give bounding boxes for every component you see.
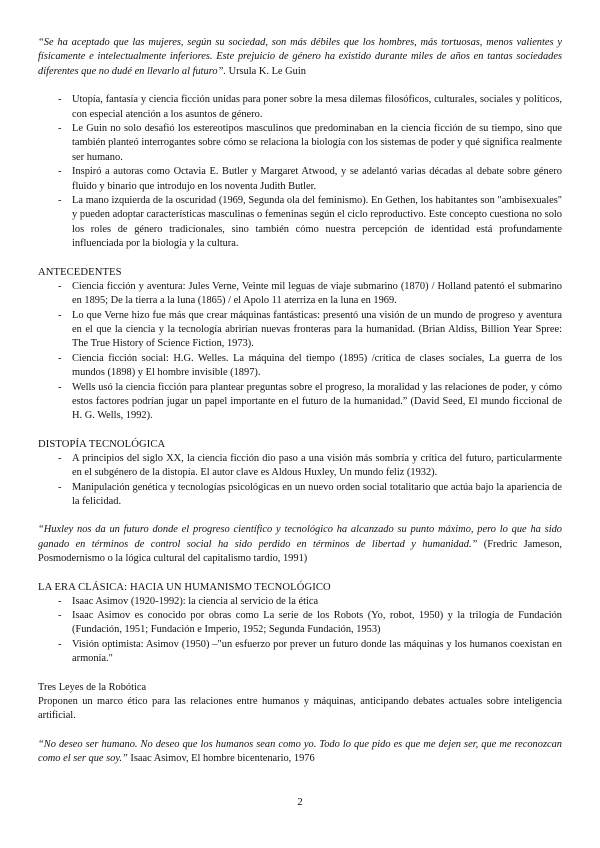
section-heading-distopia: DISTOPÍA TECNOLÓGICA xyxy=(38,438,166,450)
list-item: - Lo que Verne hizo fue más que crear máquinas fantásticas: presentó una visión de un mundo de progreso y aventura en el que la ciencia y la tecnología abrirían nuevas fronteras para la humanidad. (Brian Aldiss, Billion Year Spree: The True History of Science Fiction, 1973). xyxy=(38,309,562,352)
list-item: - Visión optimista: Asimov (1950) –"un esfuerzo por prever un futuro donde las máquinas y los humanos coexistan en armonía." xyxy=(38,638,562,667)
antecedentes-list xyxy=(38,280,562,424)
tres-leyes-title: Tres Leyes de la Robótica xyxy=(38,681,147,693)
list-item: - Wells usó la ciencia ficción para plantear preguntas sobre el progreso, la moralidad y las relaciones de poder, y cómo estos factores podrían jugar un papel importante en el futuro de la humanidad.” (David Seed, El mundo ficcional de H. G. Wells, 1992). xyxy=(38,381,562,424)
quote-attribution: Ursula K. Le Guin xyxy=(225,65,306,77)
list-item: - Manipulación genética y tecnologías psicológicas en un nuevo orden social totalitario que actúa bajo la apariencia de la felicidad. xyxy=(38,481,562,510)
quote-text: “Huxley nos da un futuro donde el progreso científico y tecnológico ha alcanzado su punto máximo, pero lo que ha sido ganado en términos de control social ha sido perdido en términos de libertad y humanidad.” xyxy=(38,524,562,550)
list-item: - A principios del siglo XX, la ciencia ficción dio paso a una visión más sombría y crítica del futuro, particularmente en el subgénero de la distopía. El autor clave es Aldous Huxley, Un mundo feliz (1932). xyxy=(38,452,562,481)
quote-attribution: Isaac Asimov, El hombre bicentenario, 1976 xyxy=(127,753,315,765)
list-item: - Ciencia ficción social: H.G. Welles. La máquina del tiempo (1895) /crítica de clases sociales, La guerra de los mundos (1898) y El hombre invisible (1897). xyxy=(38,352,562,381)
section-heading-antecedentes: ANTECEDENTES xyxy=(38,266,122,278)
quote-attribution: (Fredric Jameson, Posmodernismo o la lógica cultural del capitalismo tardío, 1991) xyxy=(38,538,563,565)
document-page xyxy=(38,36,562,767)
distopia-list xyxy=(38,452,562,510)
list-item: - Le Guin no solo desafió los estereotipos masculinos que predominaban en la ciencia ficción de su tiempo, sino que también planteó interrogantes sobre cómo se relaciona la biología con los sistemas de poder y qué significa realmente ser humano. xyxy=(38,122,562,165)
era-clasica-list xyxy=(38,595,562,667)
section-heading-era-clasica: LA ERA CLÁSICA: HACIA UN HUMANISMO TECNOLÓGICO xyxy=(38,581,331,593)
list-item: - La mano izquierda de la oscuridad (1969, Segunda ola del feminismo). En Gethen, los habitantes son "ambisexuales" y pueden adoptar características masculinas o femeninas según el ciclo reproductivo. Este concepto cuestiona no solo los roles de género tradicionales, sino también cómo nuestra percepción de identidad está profundamente influenciada por la biología y la cultura. xyxy=(38,194,562,252)
le-guin-quote xyxy=(38,36,562,79)
list-item: - Isaac Asimov (1920-1992): la ciencia al servicio de la ética xyxy=(38,595,562,609)
list-item: - Ciencia ficción y aventura: Jules Verne, Veinte mil leguas de viaje submarino (1870) / Holland patentó el submarino en 1895; De la tierra a la luna (1865) / el Apolo 11 aterriza en la luna en 1969. xyxy=(38,280,562,309)
jameson-quote xyxy=(38,523,562,566)
list-item: - Inspiró a autoras como Octavia E. Butler y Margaret Atwood, y se adelantó varias décadas al debate sobre género fluido y binario que introdujo en los noventa Judith Butler. xyxy=(38,165,562,194)
tres-leyes-text: Proponen un marco ético para las relaciones entre humanos y máquinas, anticipando debates actuales sobre inteligencia artificial. xyxy=(38,696,562,722)
list-item: - Isaac Asimov es conocido por obras como La serie de los Robots (Yo, robot, 1950) y la trilogía de Fundación (Fundación, 1951; Fundación e Imperio, 1952; Segunda Fundación, 1953) xyxy=(38,609,562,638)
asimov-quote xyxy=(38,738,562,767)
quote-text: “Se ha aceptado que las mujeres, según su sociedad, son más débiles que los hombres, más tortuosas, menos valientes y físicamente e intelectualmente inferiores. Este prejuicio de género ha existido durante miles de años en tantas sociedades diferentes que no dudé en llevarlo al futuro”. xyxy=(38,37,562,77)
list-item: - Utopía, fantasía y ciencia ficción unidas para poner sobre la mesa dilemas filosóficos, culturales, sociales y políticos, con especial atención a los asuntos de género. xyxy=(38,93,562,122)
intro-list xyxy=(38,93,562,251)
page-number: 2 xyxy=(297,796,303,808)
quote-text: “No deseo ser humano. No deseo que los humanos sean como yo. Todo lo que pido es que me dejen ser, que me reconozcan como el ser que soy.” xyxy=(38,738,562,765)
